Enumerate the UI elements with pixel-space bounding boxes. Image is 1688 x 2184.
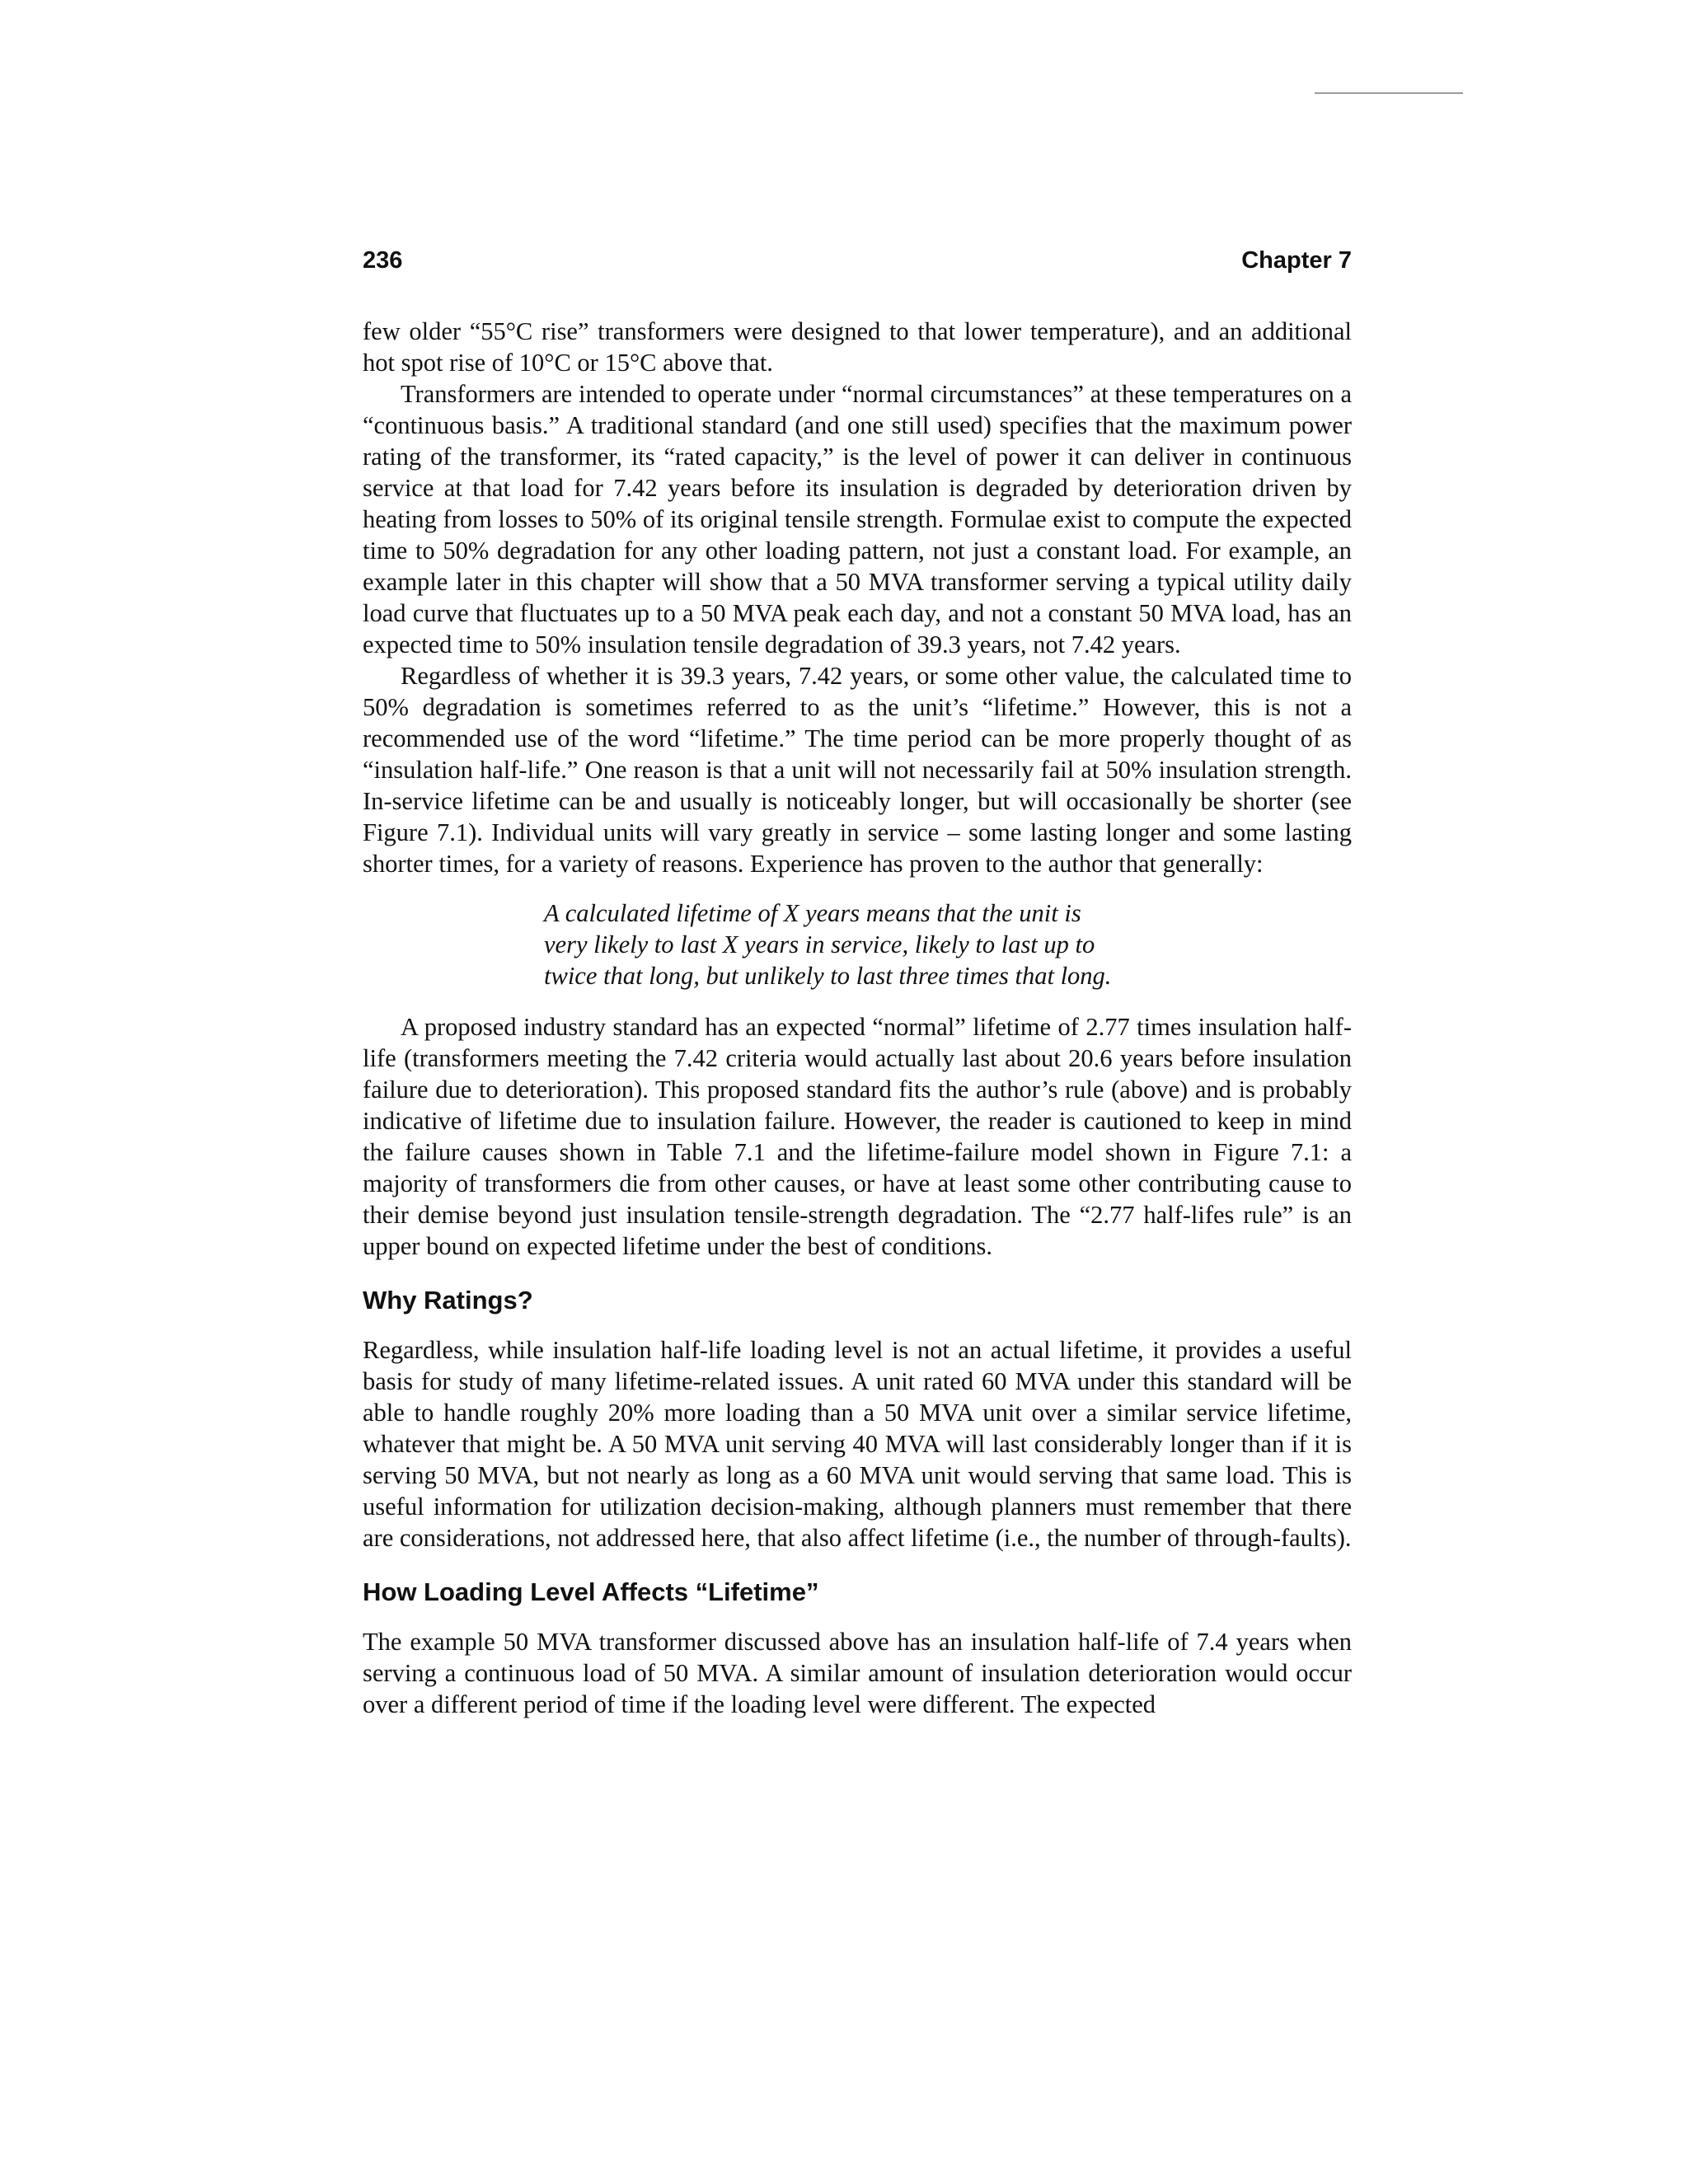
paragraph-why-ratings: Regardless, while insulation half-life loading level is not an actual lifetime, it provides a useful basis for study of many lifetime-related issues. A unit rated 60 MVA under this standard will be able to handle roughly 20% more loading than a 50 MVA unit over a similar service lifetime, whatever that might be. A 50 MVA unit serving 40 MVA will last considerably longer than if it is serving 50 MVA, but not nearly as long as a 60 MVA unit would serving that same load. This is useful information for utilization decision-making, although planners must remember that there are considerations, not addressed here, that also affect lifetime (i.e., the number of through-faults). <box>363 1336 1352 1552</box>
italic-rule-quote: A calculated lifetime of X years means that the unit is very likely to last X years in service, likely to last up to twice that long, but unlikely to last three times that long. <box>544 899 1112 990</box>
paragraph-continuation: few older “55°C rise” transformers were designed to that lower temperature), and an additional hot spot rise of 10°C or 15°C above that. <box>363 317 1352 377</box>
section-heading-loading-level: How Loading Level Affects “Lifetime” <box>363 1577 819 1606</box>
section-heading-why-ratings: Why Ratings? <box>363 1286 533 1315</box>
paragraph-rated-capacity: Transformers are intended to operate under “normal circumstances” at these temperatures on a “continuous basis.” A traditional standard (and one still used) specifies that the maximum power rating of the transformer, its “rated capacity,” is the level of power it can deliver in continuous service at that load for 7.42 years before its insulation is degraded by deterioration driven by heating from losses to 50% of its original tensile strength. Formulae exist to compute the expected time to 50% degradation for any other loading pattern, not just a constant load. For example, an example later in this chapter will show that a 50 MVA transformer serving a typical utility daily load curve that fluctuates up to a 50 MVA peak each day, and not a constant 50 MVA load, has an expected time to 50% insulation tensile degradation of 39.3 years, not 7.42 years. <box>363 380 1352 658</box>
chapter-label: Chapter 7 <box>1241 247 1352 274</box>
running-header <box>363 247 1352 280</box>
page-number: 236 <box>363 247 403 274</box>
book-page <box>363 247 1352 1720</box>
paragraph-loading-level: The example 50 MVA transformer discussed above has an insulation half-life of 7.4 years when serving a continuous load of 50 MVA. A similar amount of insulation deterioration would occur over a different period of time if the loading level were different. The expected <box>363 1628 1352 1718</box>
top-decorative-rule <box>1315 92 1463 94</box>
paragraph-lifetime-definition: Regardless of whether it is 39.3 years, 7.42 years, or some other value, the calculated time to 50% degradation is sometimes referred to as the unit’s “lifetime.” However, this is not a recommended use of the word “lifetime.” The time period can be more properly thought of as “insulation half-life.” One reason is that a unit will not necessarily fail at 50% insulation strength. In-service lifetime can be and usually is noticeably longer, but will occasionally be shorter (see Figure 7.1). Individual units will vary greatly in service – some lasting longer and some lasting shorter times, for a variety of reasons. Experience has proven to the author that generally: <box>363 662 1352 878</box>
paragraph-proposed-standard: A proposed industry standard has an expected “normal” lifetime of 2.77 times insulation half-life (transformers meeting the 7.42 criteria would actually last about 20.6 years before insulation failure due to deterioration). This proposed standard fits the author’s rule (above) and is probably indicative of lifetime due to insulation failure. However, the reader is cautioned to keep in mind the failure causes shown in Table 7.1 and the lifetime-failure model shown in Figure 7.1: a majority of transformers die from other causes, or have at least some other contributing cause to their demise beyond just insulation tensile-strength degradation. The “2.77 half-lifes rule” is an upper bound on expected lifetime under the best of conditions. <box>363 1013 1352 1260</box>
